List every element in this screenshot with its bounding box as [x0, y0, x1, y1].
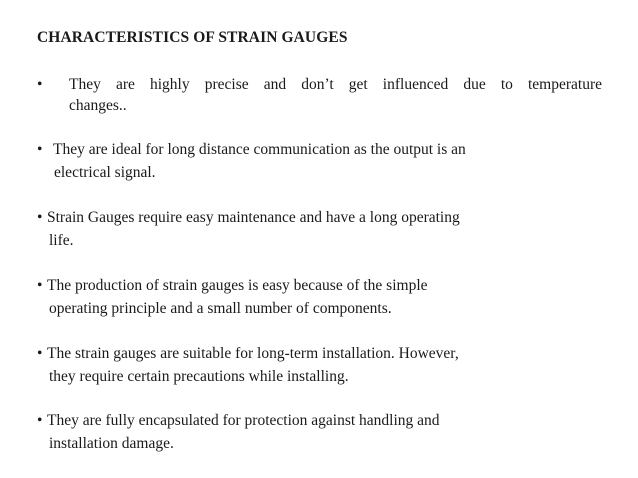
- bullet-line: installation damage.: [49, 435, 174, 452]
- slide-title: CHARACTERISTICS OF STRAIN GAUGES: [37, 29, 348, 46]
- bullet-line: They are ideal for long distance communication as the output is an: [53, 141, 466, 158]
- bullet-line: changes..: [69, 97, 127, 114]
- bullet-dot: •: [37, 345, 43, 362]
- bullet-line: They are highly precise and don’t get influenced due to temperature: [69, 76, 602, 93]
- bullet-line: They are fully encapsulated for protection against handling and: [47, 412, 440, 429]
- bullet-dot: •: [37, 141, 43, 158]
- bullet-line: electrical signal.: [54, 164, 156, 181]
- bullet-line: The production of strain gauges is easy because of the simple: [47, 277, 428, 294]
- bullet-dot: •: [37, 209, 43, 226]
- bullet-line: life.: [49, 232, 74, 249]
- bullet-line: The strain gauges are suitable for long-term installation. However,: [47, 345, 459, 362]
- bullet-line: they require certain precautions while installing.: [49, 368, 349, 385]
- bullet-dot: •: [37, 277, 43, 294]
- bullet-line: Strain Gauges require easy maintenance and have a long operating: [47, 209, 460, 226]
- bullet-line: operating principle and a small number of components.: [49, 300, 392, 317]
- bullet-dot: •: [37, 76, 43, 93]
- bullet-dot: •: [37, 412, 43, 429]
